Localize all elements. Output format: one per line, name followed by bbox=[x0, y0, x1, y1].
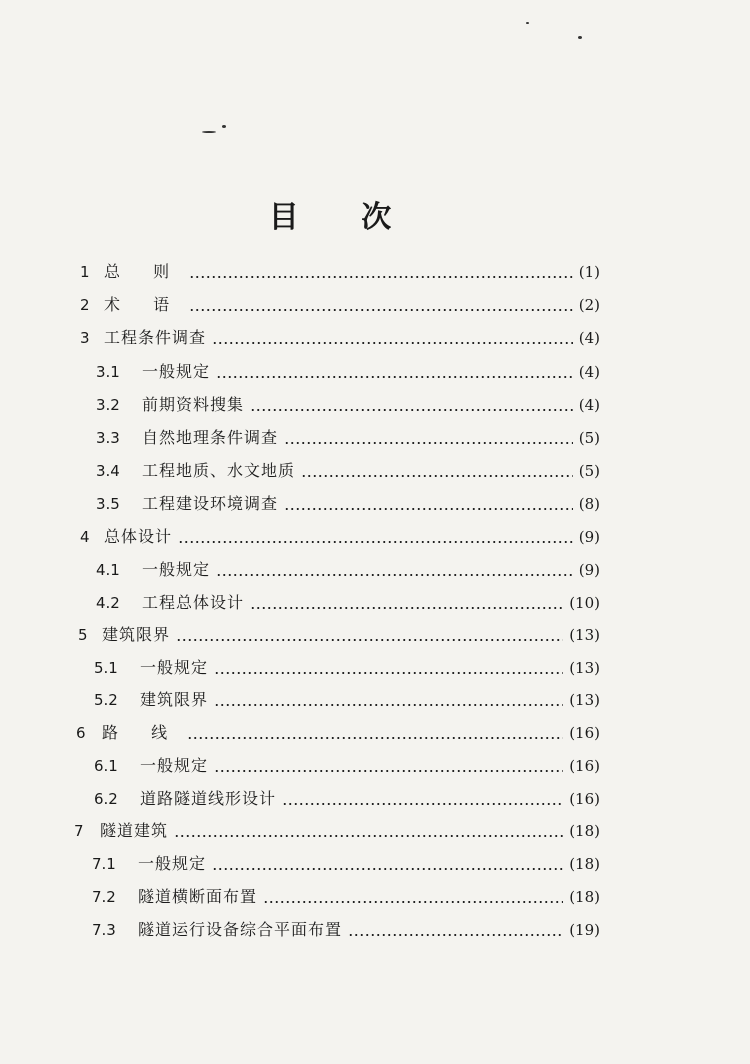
dot-leader bbox=[263, 885, 563, 909]
toc-entry[interactable] bbox=[78, 623, 600, 647]
toc-label: 工程条件调查 bbox=[104, 328, 207, 347]
toc-entry[interactable] bbox=[96, 360, 600, 384]
toc-entry[interactable] bbox=[80, 293, 600, 317]
toc-label: 总 则 bbox=[104, 262, 184, 281]
toc-page: (16) bbox=[569, 757, 600, 775]
scan-speck bbox=[578, 36, 582, 39]
toc-number: 6.2 bbox=[94, 790, 118, 808]
dot-leader bbox=[284, 426, 573, 450]
toc-label: 道路隧道线形设计 bbox=[140, 789, 277, 808]
toc-number: 4.1 bbox=[96, 561, 120, 579]
toc-number: 7.2 bbox=[92, 888, 116, 906]
toc-page: (8) bbox=[578, 495, 600, 513]
toc-number: 6 bbox=[76, 724, 86, 742]
toc-entry[interactable] bbox=[94, 688, 600, 712]
toc-label: 隧道横断面布置 bbox=[138, 887, 258, 906]
toc-label: 工程建设环境调查 bbox=[142, 494, 279, 513]
toc-label: 一般规定 bbox=[138, 854, 207, 873]
toc-page: (5) bbox=[578, 462, 600, 480]
toc-number: 3.5 bbox=[96, 495, 120, 513]
toc-page: (13) bbox=[569, 691, 600, 709]
toc-entry[interactable] bbox=[96, 558, 600, 582]
toc-page: (13) bbox=[569, 659, 600, 677]
dot-leader bbox=[214, 688, 563, 712]
toc-entry[interactable] bbox=[96, 393, 600, 417]
toc-entry[interactable] bbox=[76, 721, 600, 745]
toc-page: (10) bbox=[569, 594, 600, 612]
toc-number: 6.1 bbox=[94, 757, 118, 775]
scan-speck bbox=[202, 131, 216, 133]
toc-label: 一般规定 bbox=[140, 756, 209, 775]
toc-label: 前期资料搜集 bbox=[142, 395, 245, 414]
toc-entry[interactable] bbox=[92, 885, 600, 909]
toc-number: 3.3 bbox=[96, 429, 120, 447]
toc-label: 一般规定 bbox=[142, 560, 211, 579]
toc-label: 建筑限界 bbox=[140, 690, 209, 709]
toc-label: 隧道运行设备综合平面布置 bbox=[138, 920, 343, 939]
toc-page: (5) bbox=[578, 429, 600, 447]
dot-leader bbox=[301, 459, 573, 483]
toc-page: (13) bbox=[569, 626, 600, 644]
page-title: 目 次 bbox=[268, 200, 418, 235]
toc-number: 5.2 bbox=[94, 691, 118, 709]
toc-page: (16) bbox=[569, 724, 600, 742]
dot-leader bbox=[284, 492, 573, 516]
toc-page: (4) bbox=[578, 329, 600, 347]
dot-leader bbox=[176, 623, 563, 647]
toc-number: 5.1 bbox=[94, 659, 118, 677]
scan-speck bbox=[526, 22, 529, 24]
toc-entry[interactable] bbox=[94, 656, 600, 680]
toc-number: 4.2 bbox=[96, 594, 120, 612]
toc-entry[interactable] bbox=[96, 459, 600, 483]
dot-leader bbox=[216, 558, 573, 582]
toc-number: 2 bbox=[80, 296, 90, 314]
toc-page: (2) bbox=[578, 296, 600, 314]
toc-number: 5 bbox=[78, 626, 88, 644]
toc-page: (19) bbox=[569, 921, 600, 939]
dot-leader bbox=[214, 754, 563, 778]
dot-leader bbox=[189, 293, 573, 317]
toc-page: (18) bbox=[569, 888, 600, 906]
scan-speck bbox=[222, 125, 226, 128]
toc-number: 7 bbox=[74, 822, 84, 840]
dot-leader bbox=[212, 326, 573, 350]
toc-entry[interactable] bbox=[96, 426, 600, 450]
dot-leader bbox=[212, 852, 563, 876]
dot-leader bbox=[174, 819, 563, 843]
toc-entry[interactable] bbox=[96, 591, 600, 615]
toc-label: 路 线 bbox=[102, 723, 182, 742]
toc-label: 术 语 bbox=[104, 295, 184, 314]
toc-number: 3.2 bbox=[96, 396, 120, 414]
toc-entry[interactable] bbox=[96, 492, 600, 516]
dot-leader bbox=[282, 787, 563, 811]
toc-entry[interactable] bbox=[80, 326, 600, 350]
toc-page: (9) bbox=[578, 561, 600, 579]
dot-leader bbox=[250, 393, 573, 417]
dot-leader bbox=[216, 360, 573, 384]
toc-page: (9) bbox=[578, 528, 600, 546]
toc-entry[interactable] bbox=[80, 525, 600, 549]
toc-page: (4) bbox=[578, 363, 600, 381]
toc-number: 3.4 bbox=[96, 462, 120, 480]
toc-number: 3.1 bbox=[96, 363, 120, 381]
toc-label: 工程总体设计 bbox=[142, 593, 245, 612]
toc-label: 一般规定 bbox=[142, 362, 211, 381]
dot-leader bbox=[348, 918, 563, 942]
toc-label: 建筑限界 bbox=[102, 625, 171, 644]
toc-page: (18) bbox=[569, 822, 600, 840]
dot-leader bbox=[189, 260, 573, 284]
toc-label: 总体设计 bbox=[104, 527, 173, 546]
toc-page: (4) bbox=[578, 396, 600, 414]
toc-entry[interactable] bbox=[74, 819, 600, 843]
toc-page: (16) bbox=[569, 790, 600, 808]
dot-leader bbox=[250, 591, 563, 615]
dot-leader bbox=[214, 656, 563, 680]
toc-entry[interactable] bbox=[80, 260, 600, 284]
toc-page: (18) bbox=[569, 855, 600, 873]
toc-entry[interactable] bbox=[92, 852, 600, 876]
dot-leader bbox=[187, 721, 563, 745]
toc-entry[interactable] bbox=[92, 918, 600, 942]
toc-label: 自然地理条件调查 bbox=[142, 428, 279, 447]
toc-label: 工程地质、水文地质 bbox=[142, 461, 296, 480]
toc-number: 7.3 bbox=[92, 921, 116, 939]
toc-label: 一般规定 bbox=[140, 658, 209, 677]
toc-number: 3 bbox=[80, 329, 90, 347]
toc-number: 4 bbox=[80, 528, 90, 546]
toc-entry[interactable] bbox=[94, 754, 600, 778]
toc-number: 7.1 bbox=[92, 855, 116, 873]
toc-number: 1 bbox=[80, 263, 90, 281]
toc-page: (1) bbox=[578, 263, 600, 281]
dot-leader bbox=[178, 525, 573, 549]
toc-label: 隧道建筑 bbox=[100, 821, 169, 840]
toc-entry[interactable] bbox=[94, 787, 600, 811]
